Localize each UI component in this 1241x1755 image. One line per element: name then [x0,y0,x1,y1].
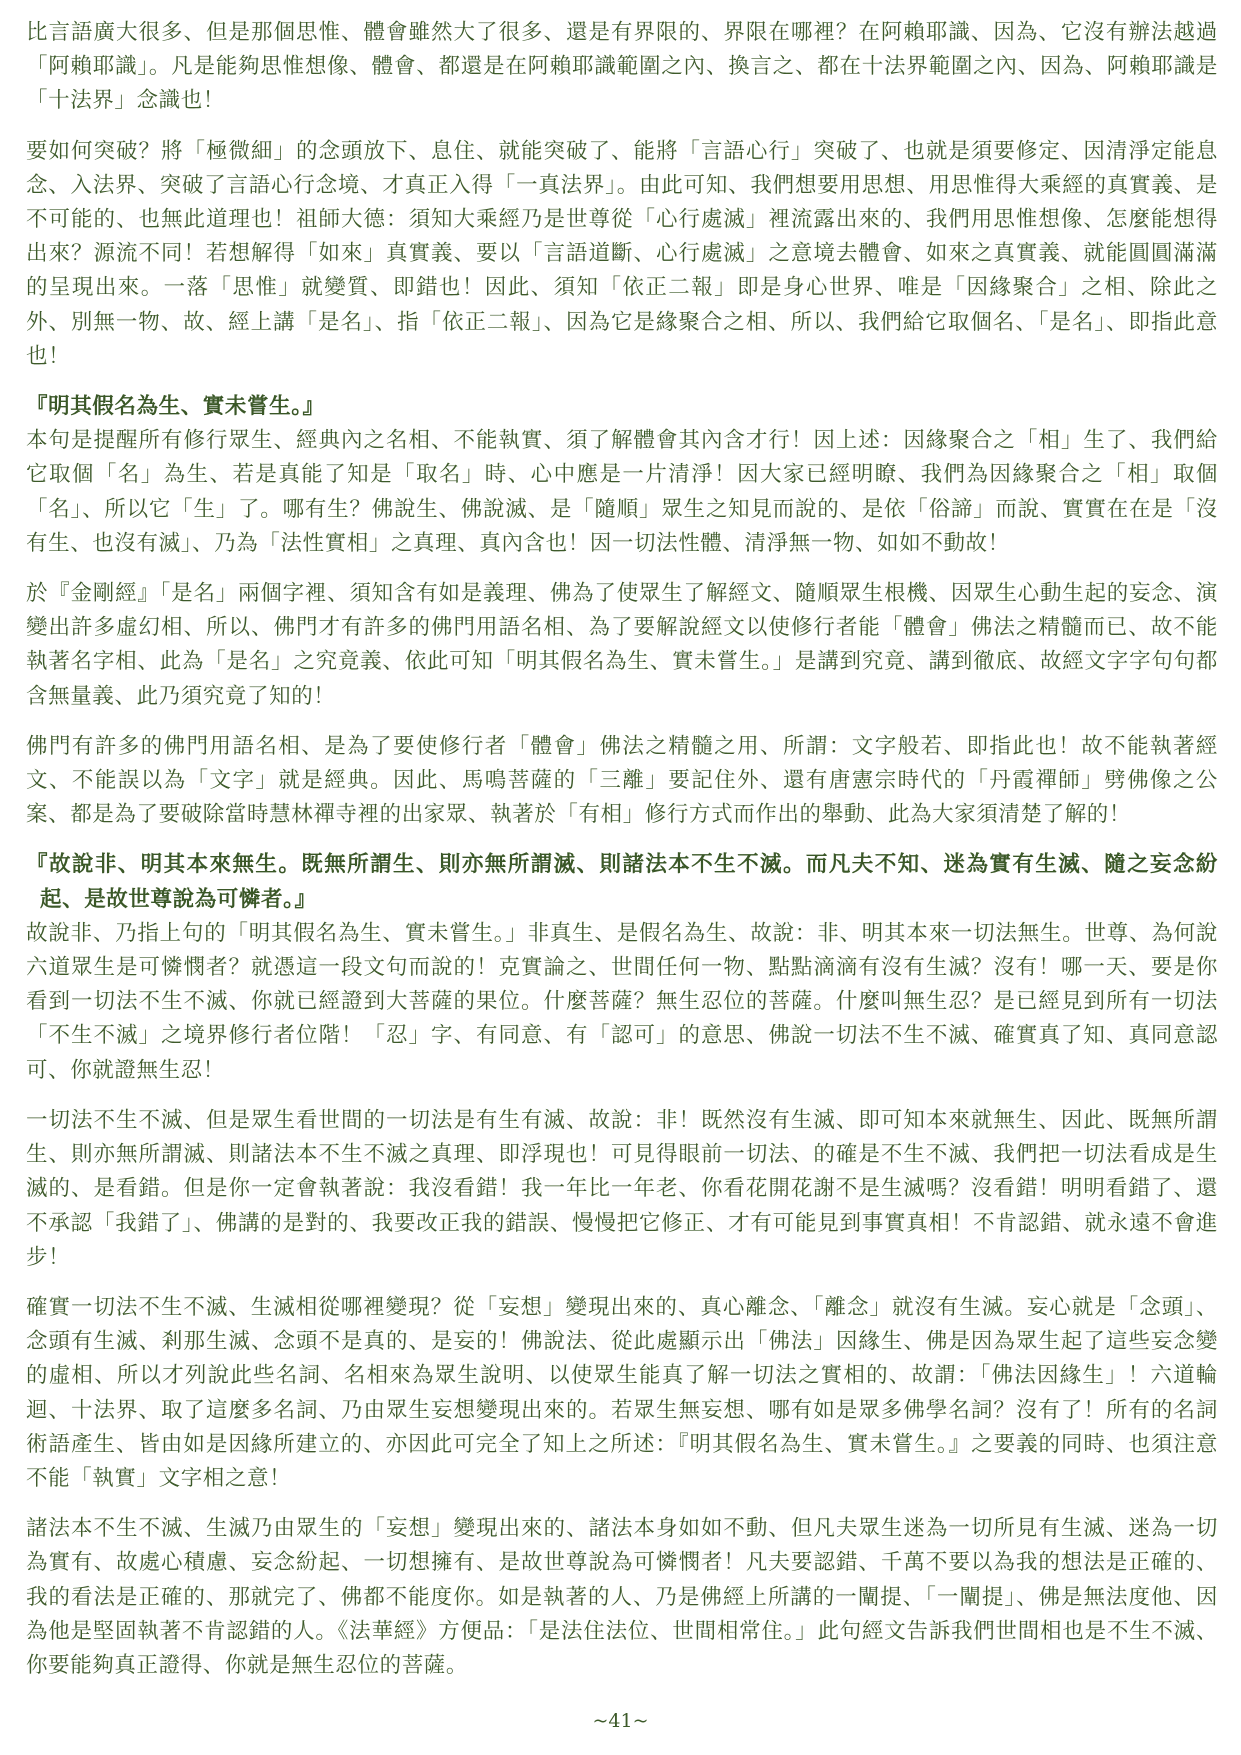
paragraph: 比言語廣大很多、但是那個思惟、體會雖然大了很多、還是有界限的、界限在哪裡？在阿賴耶識、因為、它沒有辦法越過「阿賴耶識」。凡是能夠思惟想像、體會、都還是在阿賴耶識範圍之內、換言之、都在十法界範圍之內、因為、阿賴耶識是「十法界」念識也！ [26,20,1218,114]
paragraph: 佛門有許多的佛門用語名相、是為了要使修行者「體會」佛法之精髓之用、所謂：文字般若、即指此也！故不能執著經文、不能誤以為「文字」就是經典。因此、馬鳴菩薩的「三離」要記住外、還有唐憲宗時代的「丹霞禪師」劈佛像之公案、都是為了要破除當時慧林禪寺裡的出家眾、執著於「有相」修行方式而作出的舉動、此為大家須清楚了解的！ [26,733,1218,828]
paragraph: 本句是提醒所有修行眾生、經典內之名相、不能執實、須了解體會其內含才行！因上述：因緣聚合之「相」生了、我們給它取個「名」為生、若是真能了知是「取名」時、心中應是一片清淨！因大家已經明瞭、我們為因緣聚合之「相」取個「名」、所以它「生」了。哪有生？佛說生、佛說滅、是「隨順」眾生之知見而說的、是依「俗諦」而說、實實在在是「沒有生、也沒有滅」、乃為「法性實相」之真理、真內含也！因一切法性體、清淨無一物、如如不動故！ [26,428,1218,556]
paragraph: 確實一切法不生不滅、生滅相從哪裡變現？從「妄想」變現出來的、真心離念、「離念」就沒有生滅。妄心就是「念頭」、念頭有生滅、剎那生滅、念頭不是真的、是妄的！佛說法、從此處顯示出「佛法」因緣生、佛是因為眾生起了這些妄念變的虛相、所以才列說此些名詞、名相來為眾生說明、以使眾生能真了解一切法之實相的、故謂：「佛法因緣生」！六道輪迴、十法界、取了這麼多名詞、乃由眾生妄想變現出來的。若眾生無妄想、哪有如是眾多佛學名詞？沒有了！所有的名詞術語產生、皆由如是因緣所建立的、亦因此可完全了知上之所述：『明其假名為生、實未嘗生。』之要義的同時、也須注意不能「執實」文字相之意！ [26,1294,1218,1491]
section-heading: 『故說非、明其本來無生。既無所謂生、則亦無所謂滅、則諸法本不生不滅。而凡夫不知、迷為實有生滅、隨之妄念紛起、是故世尊說為可憐者。』 [26,852,1218,912]
document-page [26,16,1218,1699]
paragraph: 要如何突破？將「極微細」的念頭放下、息住、就能突破了、能將「言語心行」突破了、也就是須要修定、因清淨定能息念、入法界、突破了言語心行念境、才真正入得「一真法界」。由此可知、我們想要用思想、用思惟得大乘經的真實義、是不可能的、也無此道理也！祖師大德：須知大乘經乃是世尊從「心行處滅」裡流露出來的、我們用思惟想像、怎麼能想得出來？源流不同！若想解得「如來」真實義、要以「言語道斷、心行處滅」之意境去體會、如來之真實義、就能圓圓滿滿的呈現出來。一落「思惟」就變質、即錯也！因此、須知「依正二報」即是身心世界、唯是「因緣聚合」之相、除此之外、別無一物、故、經上講「是名」、指「依正二報」、因為它是緣聚合之相、所以、我們給它取個名、「是名」、即指此意也！ [26,138,1218,369]
paragraph: 於『金剛經』「是名」兩個字裡、須知含有如是義理、佛為了使眾生了解經文、隨順眾生根機、因眾生心動生起的妄念、演變出許多虛幻相、所以、佛門才有許多的佛門用語名相、為了要解說經文以使修行者能「體會」佛法之精髓而已、故不能執著名字相、此為「是名」之究竟義、依此可知「明其假名為生、實未嘗生。」是講到究竟、講到徹底、故經文字字句句都含無量義、此乃須究竟了知的！ [26,581,1218,709]
section-heading: 『明其假名為生、實未嘗生。』 [26,394,325,420]
paragraph: 故說非、乃指上句的「明其假名為生、實未嘗生。」非真生、是假名為生、故說：非、明其本來一切法無生。世尊、為何說六道眾生是可憐憫者？就憑這一段文句而說的！克實論之、世間任何一物、點點滴滴有沒有生滅？沒有！哪一天、要是你看到一切法不生不滅、你就已經證到大菩薩的果位。什麼菩薩？無生忍位的菩薩。什麼叫無生忍？是已經見到所有一切法「不生不滅」之境界修行者位階！「忍」字、有同意、有「認可」的意思、佛說一切法不生不滅、確實真了知、真同意認可、你就證無生忍！ [26,920,1218,1083]
paragraph: 諸法本不生不滅、生滅乃由眾生的「妄想」變現出來的、諸法本身如如不動、但凡夫眾生迷為一切所見有生滅、迷為一切為實有、故處心積慮、妄念紛起、一切想擁有、是故世尊說為可憐憫者！凡夫要認錯、千萬不要以為我的想法是正確的、我的看法是正確的、那就完了、佛都不能度你。如是執著的人、乃是佛經上所講的一闡提、「一闡提」、佛是無法度他、因為他是堅固執著不肯認錯的人。《法華經》方便品：「是法住法位、世間相常住。」此句經文告訴我們世間相也是不生不滅、你要能夠真正證得、你就是無生忍位的菩薩。 [26,1516,1218,1678]
paragraph: 一切法不生不滅、但是眾生看世間的一切法是有生有滅、故說：非！既然沒有生滅、即可知本來就無生、因此、既無所謂生、則亦無所謂滅、則諸法本不生不滅之真理、即浮現也！可見得眼前一切法、的確是不生不滅、我們把一切法看成是生滅的、是看錯。但是你一定會執著說：我沒看錯！我一年比一年老、你看花開花謝不是生滅嗎？沒看錯！明明看錯了、還不承認「我錯了」、佛講的是對的、我要改正我的錯誤、慢慢把它修正、才有可能見到事實真相！不肯認錯、就永遠不會進步！ [26,1107,1218,1270]
page-number: ~41~ [592,1710,649,1732]
